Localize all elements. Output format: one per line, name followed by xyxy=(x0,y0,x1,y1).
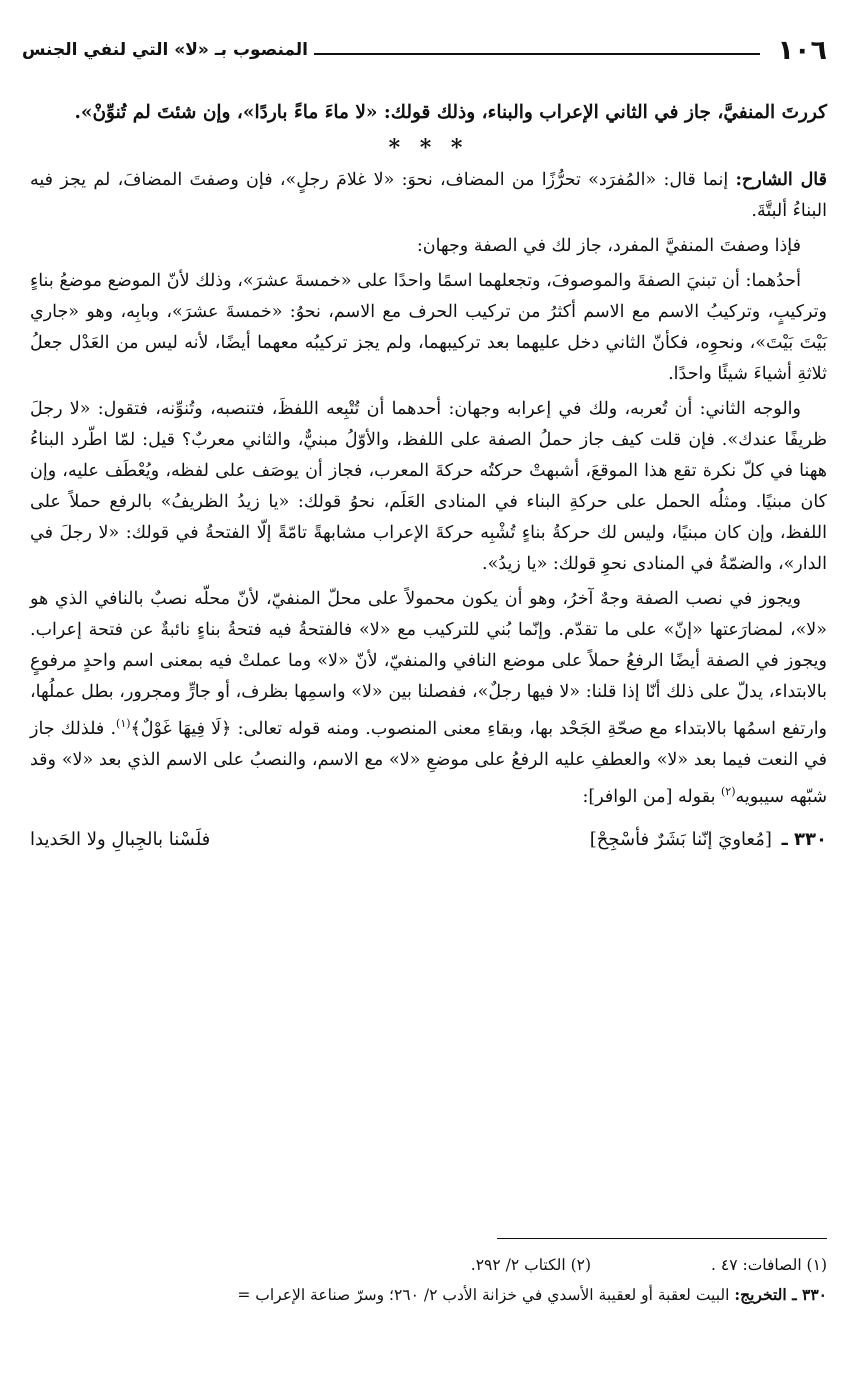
running-title: المنصوب بـ «لا» التي لنفي الجنس xyxy=(22,40,308,60)
footnote-rule xyxy=(497,1238,827,1239)
verse-number: ٣٣٠ ـ xyxy=(781,828,827,850)
commentary-paragraph-4: والوجه الثاني: أن تُعربه، ولك في إعرابه وجهان: أحدهما أن تُتْبِعه اللفظَ، فتنصبه، وتُنوِّنه، فتقول: «لا رجلَ ظريفًا عندك». فإن قلت كيف جاز حملُ الصفة على اللفظ، والأوّلُ مبنيٌّ، والثاني معربٌ؟ قيل: لمّا اطّرد البناءُ ههنا في كلّ نكرة تقع هذا الموقعَ، أشبهتْ حركتُه حركةَ المعرب، فجاز أن يوصَف على لفظه، ويُعْطَف عليه، وإن كان مبنيًا. ومثلُه الحمل على حركةِ البناء في المنادى العَلَم، نحوُ قولك: «يا زيدُ الظريفُ» بالرفع حملاً على اللفظ، وإن كان مبنيًا، وليس لك حركةُ بناءٍ تُشْبِه حركةَ الإعراب مشابهةً تامّةً إلّا الفتحةُ في قولك: «لا رجلَ في الدار»، والضمّةُ في المنادى نحوِ قولك: «يا زيدُ». xyxy=(30,399,827,574)
main-text xyxy=(30,96,827,857)
commentary-text-5b: . فلذلك جاز في النعت فيما بعد «لا» والعطفِ عليه الرفعُ على موضعِ «لا» مع الاسم، والنصبُ على الاسم الذي بعد «لا» وقد شبّهه سيبويه xyxy=(30,718,827,807)
running-head xyxy=(22,30,827,70)
commentary-text-5c: بقوله [من الوافر]: xyxy=(582,786,721,807)
footnote-row xyxy=(26,1250,827,1280)
commentary-paragraph-5 xyxy=(30,584,827,813)
footnote-2: (٢) الكتاب ٢/ ٢٩٢. xyxy=(470,1256,592,1274)
page-number: ١٠٦ xyxy=(777,34,827,66)
verse-first-group xyxy=(590,823,827,857)
verse-second-half: فلَسْنا بالجِبالِ ولا الحَديدا xyxy=(30,828,211,850)
commentary-paragraph-2: فإذا وصفتَ المنفيَّ المفرد، جاز لك في الصفة وجهان: xyxy=(416,236,801,256)
footnotes xyxy=(26,1250,827,1310)
takhrij-text: البيت لعقبة أو لعقيبة الأسدي في خزانة الأدب ٢/ ٢٦٠؛ وسرّ صناعة الإعراب = xyxy=(237,1286,735,1304)
matn-paragraph: كررتَ المنفيَّ، جاز في الثاني الإعراب والبناء، وذلك قولك: «لا ماءَ ماءً باردًا»، وإن شئتَ لم تُنوِّنْ». xyxy=(74,102,827,123)
commentary-paragraph-1 xyxy=(30,165,827,227)
commentary-text-5a: ويجوز في نصب الصفة وجهٌ آخرُ، وهو أن يكون محمولاً على محلّ المنفيّ، لأنّ محلّه نصبٌ بالنافي الذي هو «لا»، لمضارَعتها «إنّ» على ما تقدّم. وإنّما بُني للتركيب مع «لا» فالفتحةُ فيه فتحةُ بناءٍ نائبةٌ عن فتحة إعراب. ويجوز في الصفة أيضًا الرفعُ حملاً على موضع النافي والمنفيّ، لأنّ «لا» وما عملتْ فيه بمعنى اسم واحدٍ مرفوعٍ بالابتداء، يدلّ على ذلك أنّا إذا قلنا: «لا فيها رجلٌ»، ففصلنا بين «لا» واسمِها بظرف، أو جارٍّ ومجرور، بطل عملُها، وارتفع اسمُها بالابتداء مع صحّةِ الجَحْد بها، وبقاءِ معنى المنصوب. ومنه قوله تعالى: ﴿لَا فِيهَا غَوْلٌ﴾ xyxy=(30,589,828,739)
commentator-label: قال الشارح: xyxy=(735,170,827,190)
section-separator: * * * xyxy=(388,135,469,161)
commentary-text-1: إنما قال: «المُفرَد» تحرُّزًا من المضاف، نحوَ: «لا غلامَ رجلٍ»، فإن وصفتَ المضافَ، لم يجز فيه البناءُ ألبتَّةَ. xyxy=(30,170,827,221)
takhrij-note xyxy=(26,1280,827,1310)
header-rule xyxy=(314,53,760,55)
footnote-ref-1[interactable]: (١) xyxy=(116,717,131,730)
takhrij-label: ٣٣٠ ـ التخريج: xyxy=(734,1285,827,1304)
footnote-1: (١) الصافات: ٤٧ . xyxy=(711,1256,827,1274)
commentary-paragraph-3: أحدُهما: أن تبنيَ الصفةَ والموصوفَ، وتجعلهما اسمًا واحدًا على «خمسةَ عشرَ»، وذلك لأنّ الموضع موضعُ بناءٍ وتركيبٍ، وتركيبُ الاسم مع الاسم أكثرُ من تركيب الحرف مع الاسم، نحوُ: «خمسةَ عشرَ»، وبابِه، وهو «جاري بَيْتَ بَيْتَ»، ونحوِه، فكأنّ الثاني دخل عليهما بعد تركيبهما، ولم يجز تركيبُه معهما أيضًا، لأنه ليس من العَدْل جعلُ ثلاثةِ أشياءَ شيئًا واحدًا. xyxy=(30,271,827,384)
footnote-ref-2[interactable]: (٢) xyxy=(721,784,736,798)
poetry-verse xyxy=(30,823,827,857)
verse-first-half: [مُعاويَ إنّنا بَشَرٌ فأسْجِحْ] xyxy=(589,828,772,850)
